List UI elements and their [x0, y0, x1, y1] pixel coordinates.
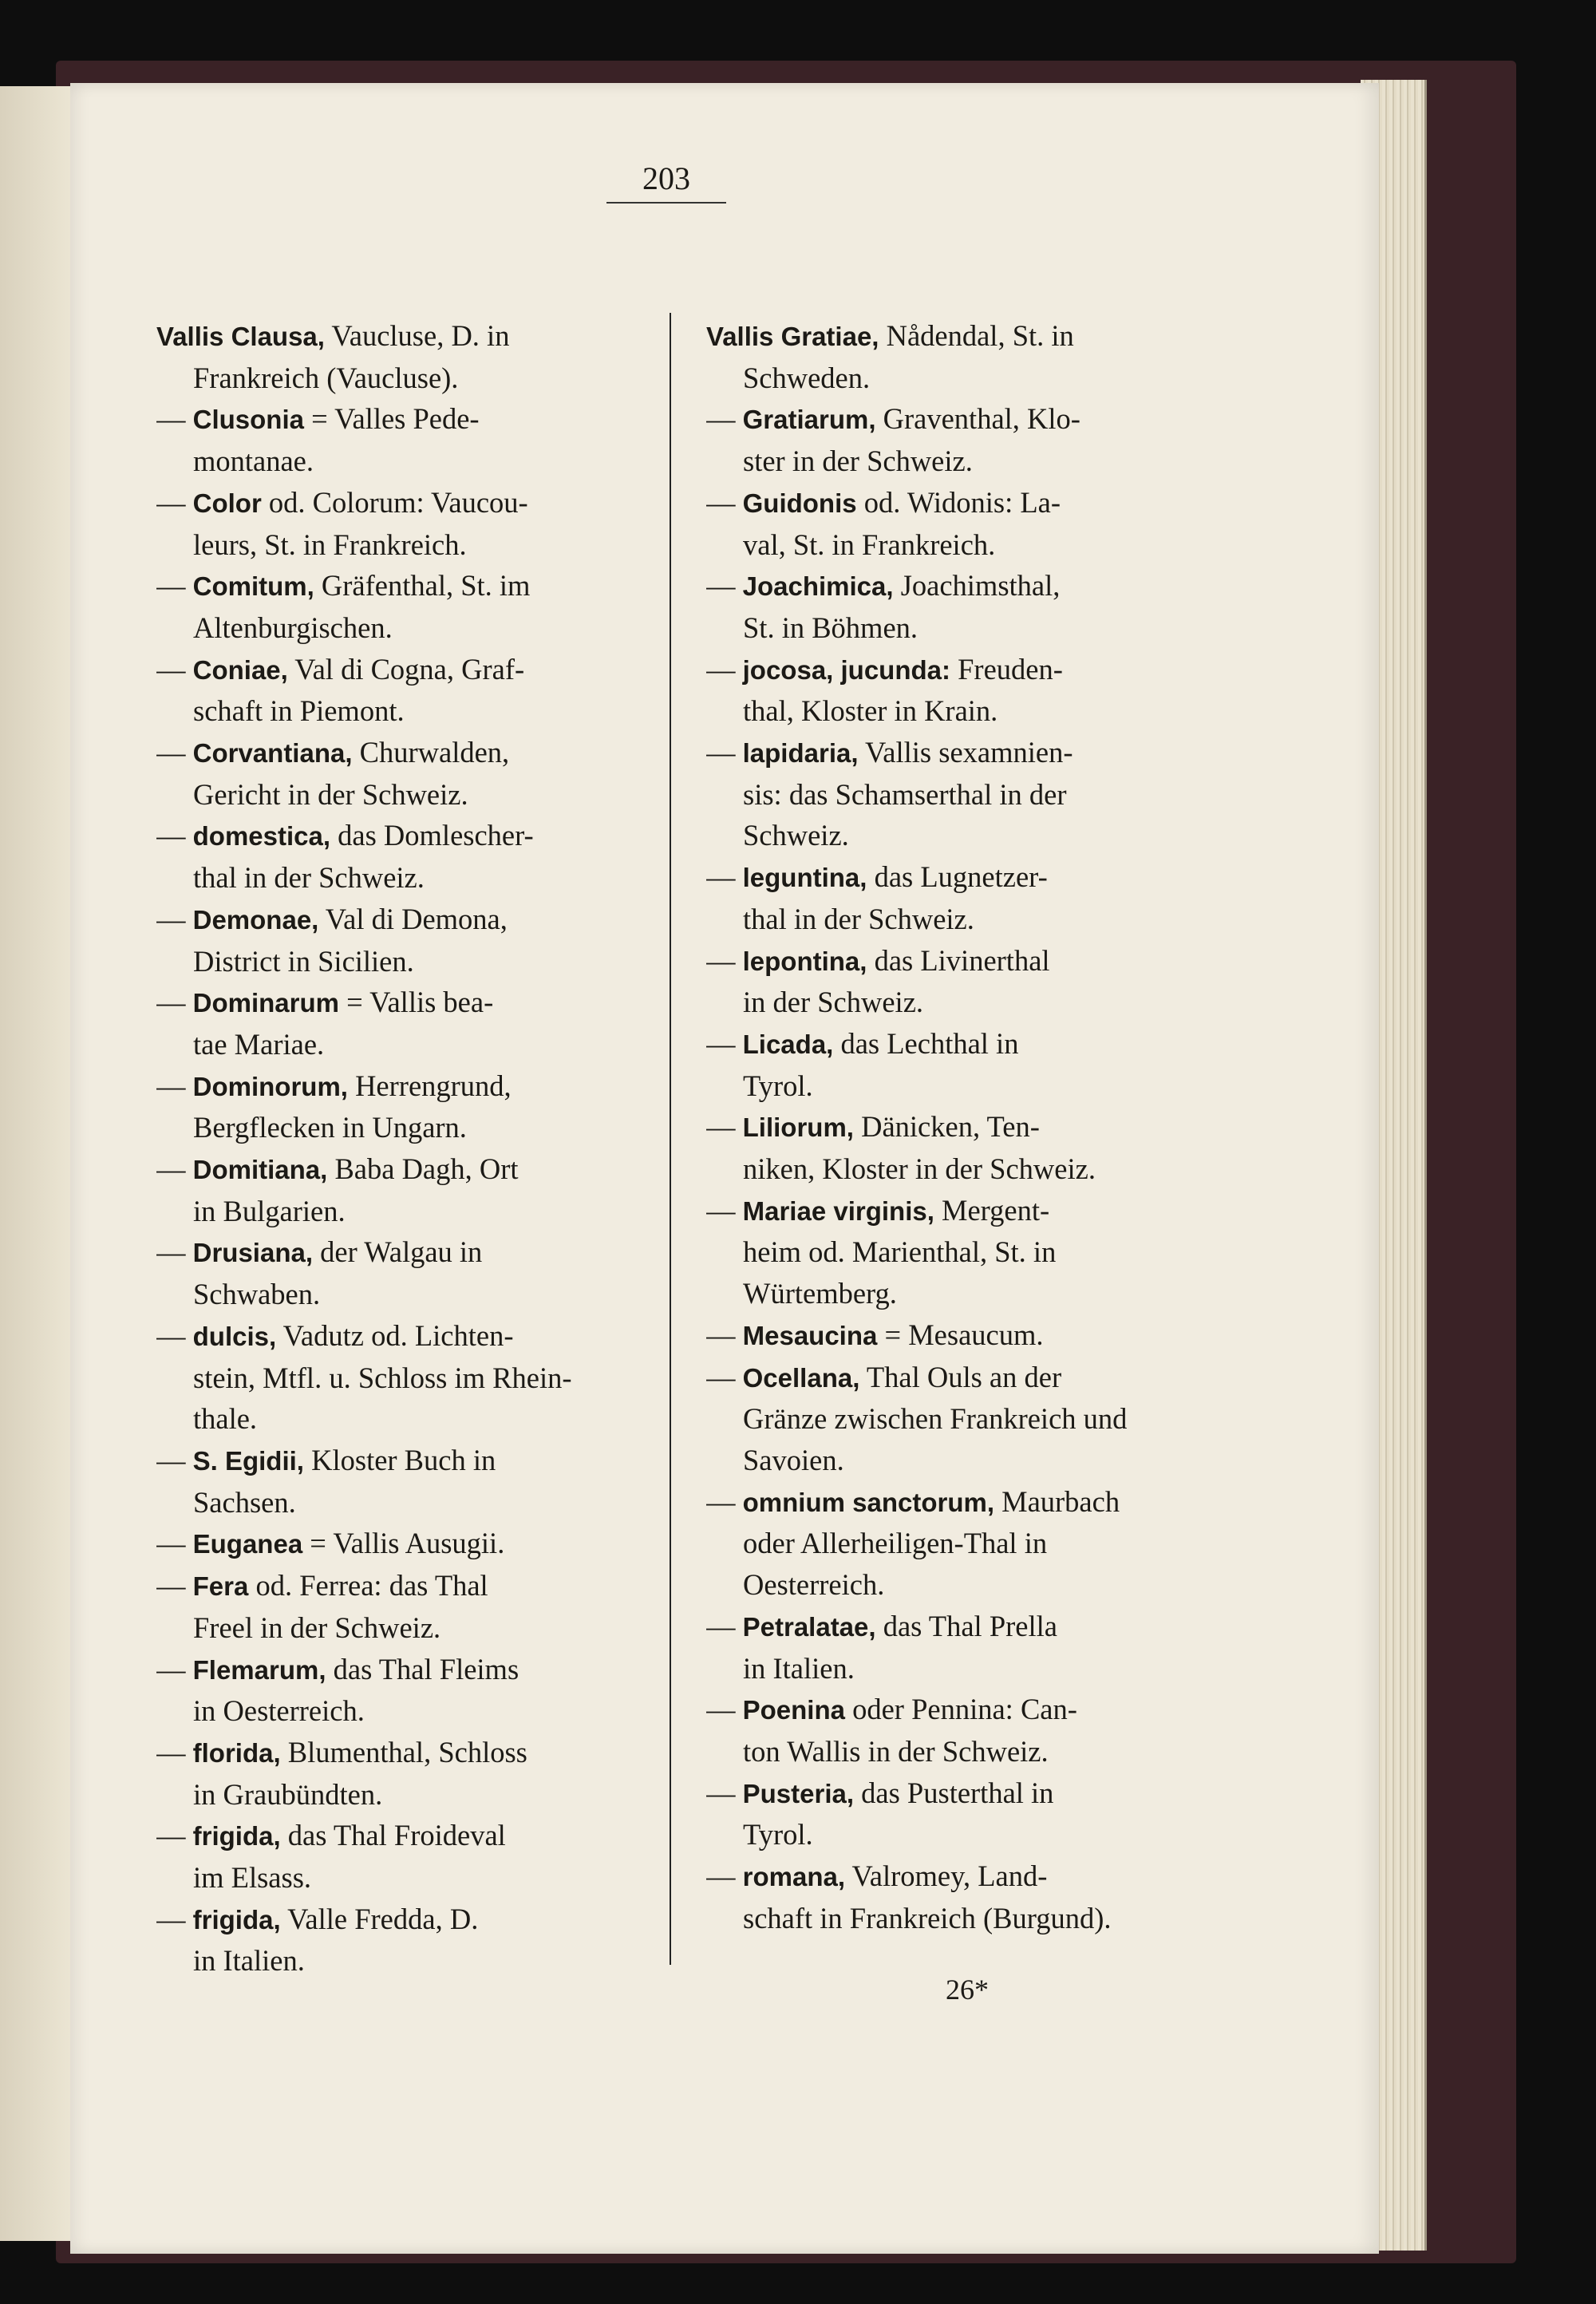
dictionary-entry — [156, 1732, 651, 1815]
entry-headword: Guidonis — [742, 488, 857, 518]
entry-line: — Dominarum = Vallis bea- — [156, 986, 494, 1019]
dictionary-entry — [156, 482, 651, 565]
entry-line: — Gratiarum, Graventhal, Klo- — [706, 402, 1080, 436]
entry-line: — Guidonis od. Widonis: La- — [706, 485, 1061, 519]
dictionary-entry — [156, 982, 651, 1065]
dictionary-entry — [156, 565, 651, 648]
entry-line: Savoien. — [743, 1443, 844, 1476]
entry-headword: omnium sanctorum, — [742, 1487, 994, 1517]
entry-line: Gericht in der Schweiz. — [193, 777, 468, 811]
entry-line: — Comitum, Gräfenthal, St. im — [156, 569, 531, 603]
entry-headword: Fera — [192, 1571, 249, 1602]
dictionary-entry — [156, 1815, 651, 1898]
entry-headword: florida, — [192, 1737, 281, 1768]
entry-line: in Italien. — [193, 1944, 305, 1978]
right-column — [706, 315, 1201, 1938]
entry-line: Tyrol. — [743, 1069, 813, 1102]
entry-line: — Dominorum, Herrengrund, — [156, 1069, 512, 1102]
entry-line: tae Mariae. — [193, 1027, 325, 1061]
entry-headword: Dominorum, — [192, 1071, 348, 1101]
entry-headword: Comitum, — [192, 571, 314, 602]
entry-line: im Elsass. — [193, 1861, 312, 1895]
entry-line: in der Schweiz. — [743, 986, 924, 1019]
entry-line: — Pusteria, das Pusterthal in — [706, 1776, 1054, 1809]
entry-line: — frigida, das Thal Froideval — [156, 1819, 506, 1852]
entry-line: Sachsen. — [193, 1485, 296, 1519]
entry-headword: frigida, — [192, 1821, 281, 1851]
entry-headword: Licada, — [742, 1029, 834, 1059]
dictionary-entry — [156, 899, 651, 982]
entry-line: in Italien. — [743, 1651, 855, 1685]
entry-line: in Bulgarien. — [193, 1194, 346, 1227]
dictionary-entry — [706, 1855, 1201, 1938]
entry-headword: jocosa, jucunda: — [742, 654, 950, 685]
dictionary-entry — [156, 1523, 651, 1565]
entry-line: montanae. — [193, 445, 314, 478]
entry-line: Würtemberg. — [743, 1277, 897, 1310]
entry-line: Frankreich (Vaucluse). — [193, 361, 459, 394]
entry-headword: Vallis Gratiae, — [706, 322, 879, 351]
entry-line: in Graubündten. — [193, 1777, 383, 1811]
entry-headword: Clusonia — [192, 405, 304, 435]
entry-line: — Liliorum, Dänicken, Ten- — [706, 1110, 1040, 1144]
entry-line: Vallis Gratiae, Nådendal, St. in — [706, 319, 1074, 352]
entry-headword: Ocellana, — [742, 1362, 860, 1393]
dictionary-entry — [156, 1231, 651, 1314]
entry-line: — Coniae, Val di Cogna, Graf- — [156, 652, 525, 686]
entry-line: ster in der Schweiz. — [743, 445, 973, 478]
entry-line: stein, Mtfl. u. Schloss im Rhein- — [193, 1361, 572, 1394]
dictionary-entry — [706, 1772, 1201, 1855]
entry-line: St. in Böhmen. — [743, 611, 918, 644]
dictionary-entry — [156, 649, 651, 732]
dictionary-entry — [706, 732, 1201, 856]
dictionary-entry — [706, 398, 1201, 481]
entry-line: — Demonae, Val di Demona, — [156, 902, 508, 935]
entry-line: — romana, Valromey, Land- — [706, 1859, 1048, 1893]
dictionary-entry — [706, 1481, 1201, 1606]
entry-headword: lapidaria, — [742, 738, 859, 769]
entry-line: — florida, Blumenthal, Schloss — [156, 1735, 527, 1769]
dictionary-entry — [156, 1565, 651, 1648]
entry-line: — frigida, Valle Fredda, D. — [156, 1902, 479, 1935]
column-divider — [670, 313, 671, 1965]
entry-line: leurs, St. in Frankreich. — [193, 528, 467, 561]
entry-line: — Drusiana, der Walgau in — [156, 1235, 483, 1269]
entry-line: niken, Kloster in der Schweiz. — [743, 1152, 1096, 1186]
entry-line: — Color od. Colorum: Vaucou- — [156, 485, 528, 519]
entry-headword: lepontina, — [742, 946, 867, 976]
entry-headword: frigida, — [192, 1904, 281, 1934]
entry-line: Schweiz. — [743, 819, 849, 852]
entry-line: — Mesaucina = Mesaucum. — [706, 1318, 1044, 1351]
entry-line: Bergflecken in Ungarn. — [193, 1111, 467, 1144]
entry-headword: S. Egidii, — [192, 1445, 304, 1476]
entry-line: val, St. in Frankreich. — [743, 528, 996, 561]
entry-line: — jocosa, jucunda: Freuden- — [706, 652, 1063, 686]
entry-line: thal in der Schweiz. — [193, 861, 425, 895]
entry-line: thal, Kloster in Krain. — [743, 694, 998, 728]
entry-line: — Domitiana, Baba Dagh, Ort — [156, 1152, 519, 1186]
entry-headword: Color — [192, 488, 262, 518]
entry-headword: romana, — [742, 1862, 845, 1892]
entry-line: — Flemarum, das Thal Fleims — [156, 1652, 519, 1686]
facing-page-edge — [0, 86, 76, 2241]
entry-line: thal in der Schweiz. — [743, 902, 974, 935]
entry-headword: leguntina, — [742, 863, 867, 893]
entry-headword: Flemarum, — [192, 1654, 326, 1685]
entry-line: schaft in Frankreich (Burgund). — [743, 1901, 1112, 1934]
entry-line: Vallis Clausa, Vaucluse, D. in — [156, 319, 510, 352]
dictionary-entry — [156, 732, 651, 815]
entry-headword: Domitiana, — [192, 1155, 328, 1185]
entry-line: — Joachimica, Joachimsthal, — [706, 569, 1061, 603]
entry-line: Schwaben. — [193, 1278, 321, 1311]
entry-line: thale. — [193, 1402, 258, 1436]
entry-line: — Corvantiana, Churwalden, — [156, 736, 510, 769]
page-number: 203 — [606, 160, 726, 204]
entry-headword: Poenina — [742, 1695, 845, 1725]
dictionary-entry — [156, 1440, 651, 1523]
entry-line: — Clusonia = Valles Pede- — [156, 402, 480, 436]
entry-line: — Ocellana, Thal Ouls an der — [706, 1360, 1062, 1393]
entry-line: Oesterreich. — [743, 1568, 885, 1602]
entry-line: Schweden. — [743, 361, 871, 394]
dictionary-entry — [706, 315, 1201, 398]
entry-line: — lapidaria, Vallis sexamnien- — [706, 736, 1073, 769]
entry-line: schaft in Piemont. — [193, 694, 405, 728]
entry-headword: Corvantiana, — [192, 738, 353, 769]
dictionary-entry — [706, 649, 1201, 732]
entry-line: ton Wallis in der Schweiz. — [743, 1734, 1049, 1768]
entry-line: — lepontina, das Livinerthal — [706, 943, 1050, 977]
entry-line: — Fera od. Ferrea: das Thal — [156, 1569, 488, 1603]
entry-headword: Liliorum, — [742, 1112, 854, 1143]
entry-line: Tyrol. — [743, 1818, 813, 1851]
entry-headword: Euganea — [192, 1529, 303, 1559]
entry-line: Gränze zwischen Frankreich und — [743, 1402, 1128, 1436]
entry-headword: Demonae, — [192, 904, 319, 935]
entry-line: in Oesterreich. — [193, 1694, 365, 1728]
entry-line: — Poenina oder Pennina: Can- — [706, 1693, 1077, 1726]
entry-line: Freel in der Schweiz. — [193, 1610, 441, 1644]
entry-line: — S. Egidii, Kloster Buch in — [156, 1443, 496, 1476]
dictionary-entry — [156, 398, 651, 481]
entry-line: oder Allerheiligen-Thal in — [743, 1527, 1048, 1560]
entry-headword: Drusiana, — [192, 1238, 314, 1268]
entry-headword: Mesaucina — [742, 1320, 878, 1350]
entry-line: — Licada, das Lechthal in — [706, 1026, 1019, 1060]
entry-headword: Gratiarum, — [742, 405, 876, 435]
entry-line: heim od. Marienthal, St. in — [743, 1235, 1057, 1269]
dictionary-entry — [156, 1065, 651, 1148]
entry-line: sis: das Schamserthal in der — [743, 777, 1067, 811]
entry-headword: Vallis Clausa, — [156, 322, 325, 351]
entry-line: — domestica, das Domlescher- — [156, 819, 534, 852]
dictionary-entry — [706, 565, 1201, 648]
dictionary-entry — [706, 1023, 1201, 1106]
left-column — [156, 315, 651, 1982]
entry-headword: dulcis, — [192, 1321, 277, 1351]
entry-headword: Petralatae, — [742, 1611, 876, 1642]
dictionary-entry — [156, 315, 651, 398]
entry-line: — Mariae virginis, Mergent- — [706, 1193, 1050, 1227]
entry-headword: domestica, — [192, 821, 331, 852]
entry-line: District in Sicilien. — [193, 944, 414, 978]
dictionary-entry — [706, 856, 1201, 939]
dictionary-entry — [156, 1315, 651, 1440]
dictionary-entry — [706, 1357, 1201, 1481]
dictionary-entry — [706, 1689, 1201, 1772]
entry-line: — Petralatae, das Thal Prella — [706, 1609, 1057, 1642]
dictionary-entry — [706, 1190, 1201, 1314]
entry-headword: Dominarum — [192, 988, 339, 1018]
dictionary-entry — [706, 1106, 1201, 1189]
entry-headword: Pusteria, — [742, 1778, 855, 1808]
dictionary-entry — [706, 482, 1201, 565]
entry-headword: Mariae virginis, — [742, 1195, 934, 1226]
entry-headword: Joachimica, — [742, 571, 894, 602]
dictionary-entry — [706, 1606, 1201, 1689]
entry-line: — dulcis, Vadutz od. Lichten- — [156, 1318, 514, 1352]
entry-line: — omnium sanctorum, Maurbach — [706, 1484, 1120, 1518]
entry-line: — leguntina, das Lugnetzer- — [706, 860, 1048, 894]
dictionary-entry — [156, 1148, 651, 1231]
dictionary-entry — [156, 1899, 651, 1982]
dictionary-entry — [156, 1649, 651, 1732]
entry-headword: Coniae, — [192, 654, 288, 685]
entry-line: Altenburgischen. — [193, 611, 393, 644]
dictionary-entry — [706, 940, 1201, 1023]
entry-line: — Euganea = Vallis Ausugii. — [156, 1527, 505, 1560]
dictionary-entry — [156, 815, 651, 898]
signature-mark: 26* — [946, 1974, 989, 2006]
dictionary-entry — [706, 1314, 1201, 1357]
